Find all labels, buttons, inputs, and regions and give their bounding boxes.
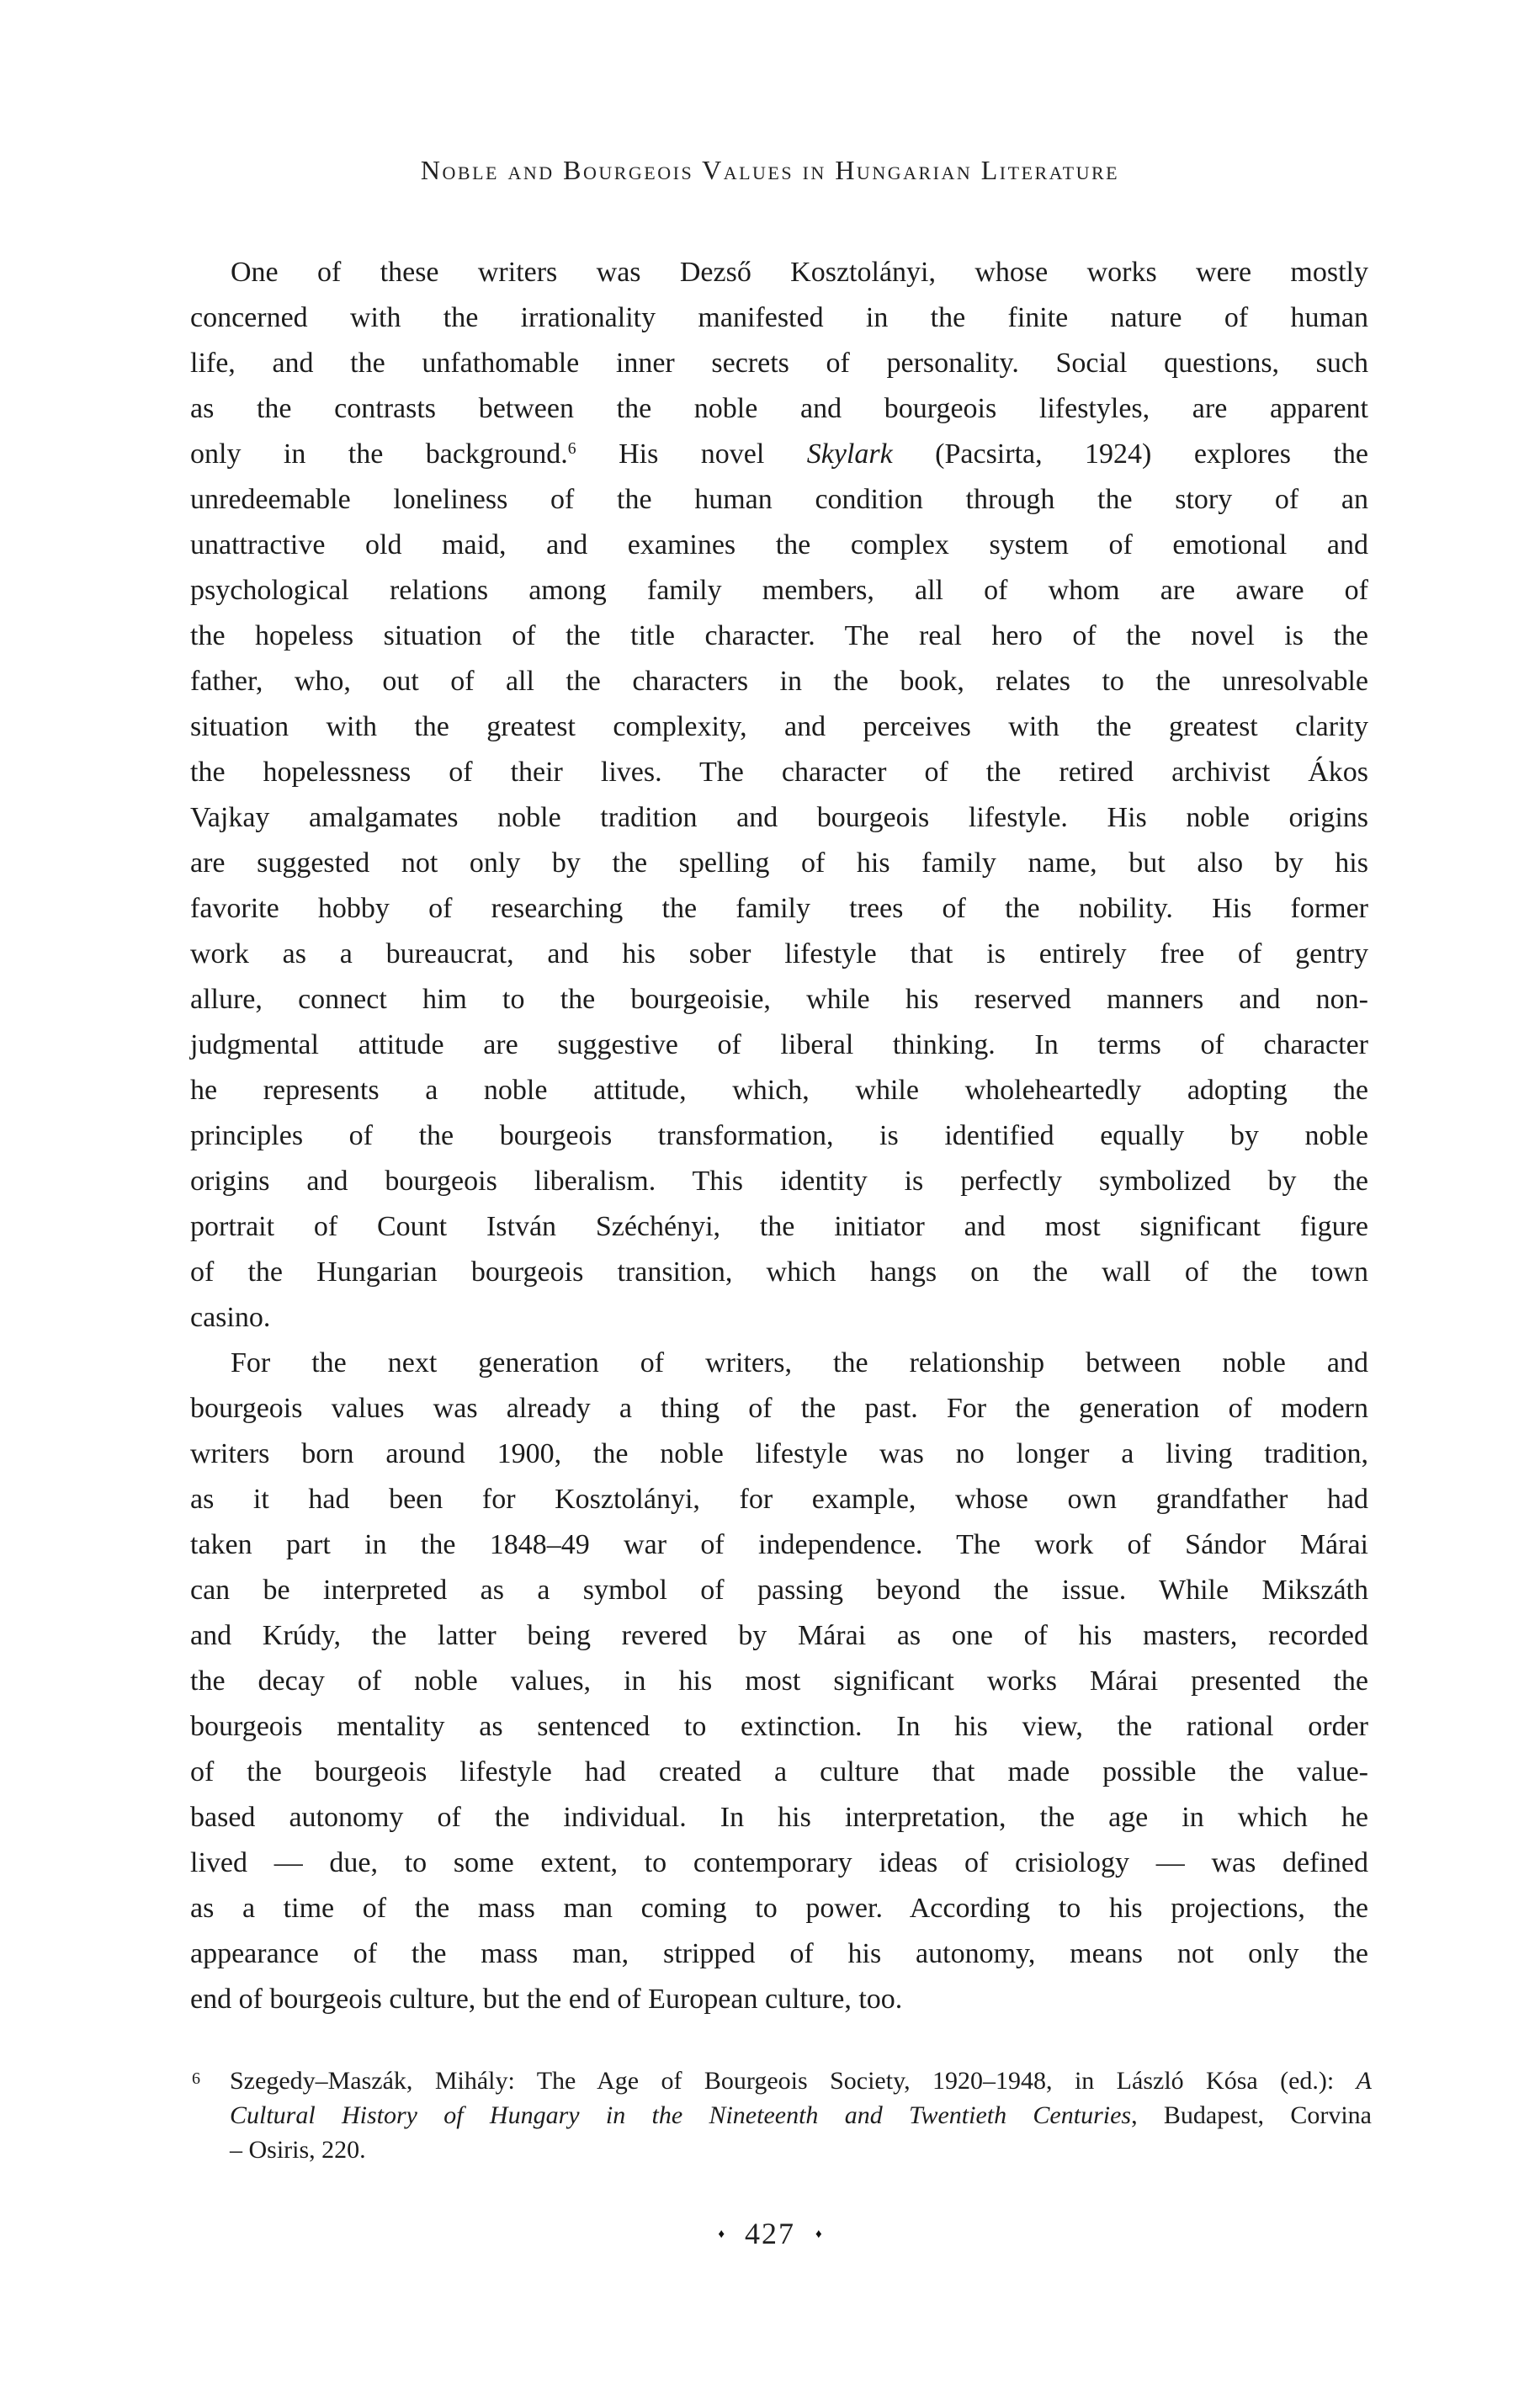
text-line bbox=[190, 886, 1368, 932]
text-line bbox=[190, 1159, 1368, 1204]
text-line bbox=[190, 1113, 1368, 1159]
text-run: the hopeless situation of the title character. The real hero of the novel is the bbox=[190, 620, 1368, 651]
body-text bbox=[190, 250, 1368, 2022]
text-run: situation with the greatest complexity, and perceives with the greatest clarity bbox=[190, 711, 1368, 742]
text-line bbox=[190, 295, 1368, 341]
text-run: the decay of noble values, in his most significant works Márai presented the bbox=[190, 1665, 1368, 1697]
text-run: are suggested not only by the spelling of his family name, but also by his bbox=[190, 847, 1368, 879]
text-run: , Budapest, Corvina bbox=[1131, 2101, 1372, 2129]
text-run: allure, connect him to the bourgeoisie, while his reserved manners and non- bbox=[190, 984, 1368, 1015]
text-run: can be interpreted as a symbol of passing beyond the issue. While Mikszáth bbox=[190, 1575, 1368, 1606]
text-line bbox=[190, 386, 1368, 432]
italic-text: Cultural History of Hungary in the Nineteenth and Twentieth Centuries bbox=[230, 2101, 1132, 2129]
footnote-marker: 6 bbox=[192, 2069, 200, 2088]
text-run: of the bourgeois lifestyle had created a culture that made possible the value- bbox=[190, 1756, 1368, 1787]
text-run: – Osiris, 220. bbox=[230, 2136, 366, 2164]
paragraph bbox=[190, 250, 1368, 1341]
text-run: judgmental attitude are suggestive of liberal thinking. In terms of character bbox=[190, 1029, 1368, 1060]
text-run: Vajkay amalgamates noble tradition and bourgeois lifestyle. His noble origins bbox=[190, 802, 1368, 833]
text-run: Szegedy–Maszák, Mihály: The Age of Bourgeois Society, 1920–1948, in László Kósa (ed.): bbox=[230, 2067, 1357, 2095]
text-line bbox=[190, 1522, 1368, 1568]
footnote-lines bbox=[190, 2064, 1372, 2167]
text-line bbox=[230, 2064, 1372, 2098]
text-run: end of bourgeois culture, but the end of European culture, too. bbox=[190, 1984, 903, 2015]
text-run: unredeemable loneliness of the human condition through the story of an bbox=[190, 484, 1368, 515]
footnote bbox=[190, 2064, 1372, 2167]
text-run: bourgeois mentality as sentenced to extinction. In his view, the rational order bbox=[190, 1711, 1368, 1742]
text-line bbox=[190, 477, 1368, 523]
text-run: principles of the bourgeois transformation, is identified equally by noble bbox=[190, 1120, 1368, 1151]
footnote-reference: 6 bbox=[567, 439, 576, 459]
text-run: For the next generation of writers, the relationship between noble and bbox=[231, 1347, 1368, 1378]
text-run: portrait of Count István Széchényi, the initiator and most significant figure bbox=[190, 1211, 1368, 1242]
text-line bbox=[190, 250, 1368, 295]
text-run: as a time of the mass man coming to power. According to his projections, the bbox=[190, 1893, 1368, 1924]
text-line bbox=[190, 1841, 1368, 1886]
text-line bbox=[190, 1931, 1368, 1977]
text-line bbox=[190, 841, 1368, 886]
text-run: His novel bbox=[576, 438, 807, 470]
text-line bbox=[190, 1977, 1368, 2022]
text-run: psychological relations among family members, all of whom are aware of bbox=[190, 575, 1368, 606]
text-line bbox=[190, 1341, 1368, 1386]
text-line bbox=[190, 977, 1368, 1023]
text-line bbox=[190, 1386, 1368, 1432]
text-line bbox=[190, 1568, 1368, 1613]
text-run: based autonomy of the individual. In his interpretation, the age in which he bbox=[190, 1802, 1368, 1833]
text-line bbox=[190, 795, 1368, 841]
paragraph bbox=[190, 1341, 1368, 2022]
text-run: appearance of the mass man, stripped of his autonomy, means not only the bbox=[190, 1938, 1368, 1969]
text-run: favorite hobby of researching the family trees of the nobility. His former bbox=[190, 893, 1368, 924]
text-line bbox=[190, 932, 1368, 977]
text-run: work as a bureaucrat, and his sober lifestyle that is entirely free of gentry bbox=[190, 938, 1368, 969]
text-line bbox=[190, 1250, 1368, 1295]
text-run: taken part in the 1848–49 war of independence. The work of Sándor Márai bbox=[190, 1529, 1368, 1560]
text-run: he represents a noble attitude, which, while wholeheartedly adopting the bbox=[190, 1075, 1368, 1106]
text-line bbox=[190, 568, 1368, 614]
text-run: origins and bourgeois liberalism. This identity is perfectly symbolized by the bbox=[190, 1166, 1368, 1197]
text-line bbox=[190, 1477, 1368, 1522]
page-number: 427 bbox=[745, 2217, 795, 2250]
text-line bbox=[190, 1886, 1368, 1931]
text-run: life, and the unfathomable inner secrets of personality. Social questions, such bbox=[190, 348, 1368, 379]
text-line bbox=[190, 341, 1368, 386]
running-head: Noble and Bourgeois Values in Hungarian Literature bbox=[420, 155, 1120, 185]
text-run: only in the background. bbox=[190, 438, 568, 470]
text-line bbox=[230, 2098, 1372, 2133]
text-run: concerned with the irrationality manifested in the finite nature of human bbox=[190, 302, 1368, 333]
text-line bbox=[190, 1613, 1368, 1659]
page-number-row bbox=[0, 2217, 1540, 2251]
text-line bbox=[190, 1432, 1368, 1477]
text-run: One of these writers was Dezső Kosztolányi, whose works were mostly bbox=[231, 257, 1368, 288]
text-run: and Krúdy, the latter being revered by Márai as one of his masters, recorded bbox=[190, 1620, 1368, 1651]
diamond-ornament-icon: ♦ bbox=[718, 2228, 725, 2241]
text-run: (Pacsirta, 1924) explores the bbox=[892, 438, 1368, 470]
text-line bbox=[190, 1704, 1368, 1750]
text-run: the hopelessness of their lives. The character of the retired archivist Ákos bbox=[190, 757, 1368, 788]
text-run: casino. bbox=[190, 1302, 271, 1333]
text-line bbox=[190, 1204, 1368, 1250]
text-run: unattractive old maid, and examines the complex system of emotional and bbox=[190, 529, 1368, 560]
text-run: lived — due, to some extent, to contemporary ideas of crisiology — was defined bbox=[190, 1847, 1368, 1878]
text-line bbox=[190, 432, 1368, 477]
text-line bbox=[230, 2133, 1372, 2167]
text-line bbox=[190, 704, 1368, 750]
text-line bbox=[190, 1750, 1368, 1795]
italic-text: A bbox=[1356, 2067, 1372, 2095]
diamond-ornament-icon: ♦ bbox=[815, 2228, 822, 2241]
text-line bbox=[190, 1795, 1368, 1841]
text-line bbox=[190, 1023, 1368, 1068]
text-line bbox=[190, 614, 1368, 659]
text-line bbox=[190, 1295, 1368, 1341]
text-line bbox=[190, 1068, 1368, 1113]
text-run: as it had been for Kosztolányi, for example, whose own grandfather had bbox=[190, 1484, 1368, 1515]
text-line bbox=[190, 659, 1368, 704]
text-line bbox=[190, 1659, 1368, 1704]
text-run: bourgeois values was already a thing of the past. For the generation of modern bbox=[190, 1393, 1368, 1424]
text-run: as the contrasts between the noble and bourgeois lifestyles, are apparent bbox=[190, 393, 1368, 424]
italic-text: Skylark bbox=[806, 438, 893, 470]
text-line bbox=[190, 750, 1368, 795]
text-line bbox=[190, 523, 1368, 568]
text-run: father, who, out of all the characters in the book, relates to the unresolvable bbox=[190, 666, 1368, 697]
text-run: writers born around 1900, the noble lifestyle was no longer a living tradition, bbox=[190, 1438, 1368, 1469]
text-run: of the Hungarian bourgeois transition, which hangs on the wall of the town bbox=[190, 1256, 1368, 1288]
